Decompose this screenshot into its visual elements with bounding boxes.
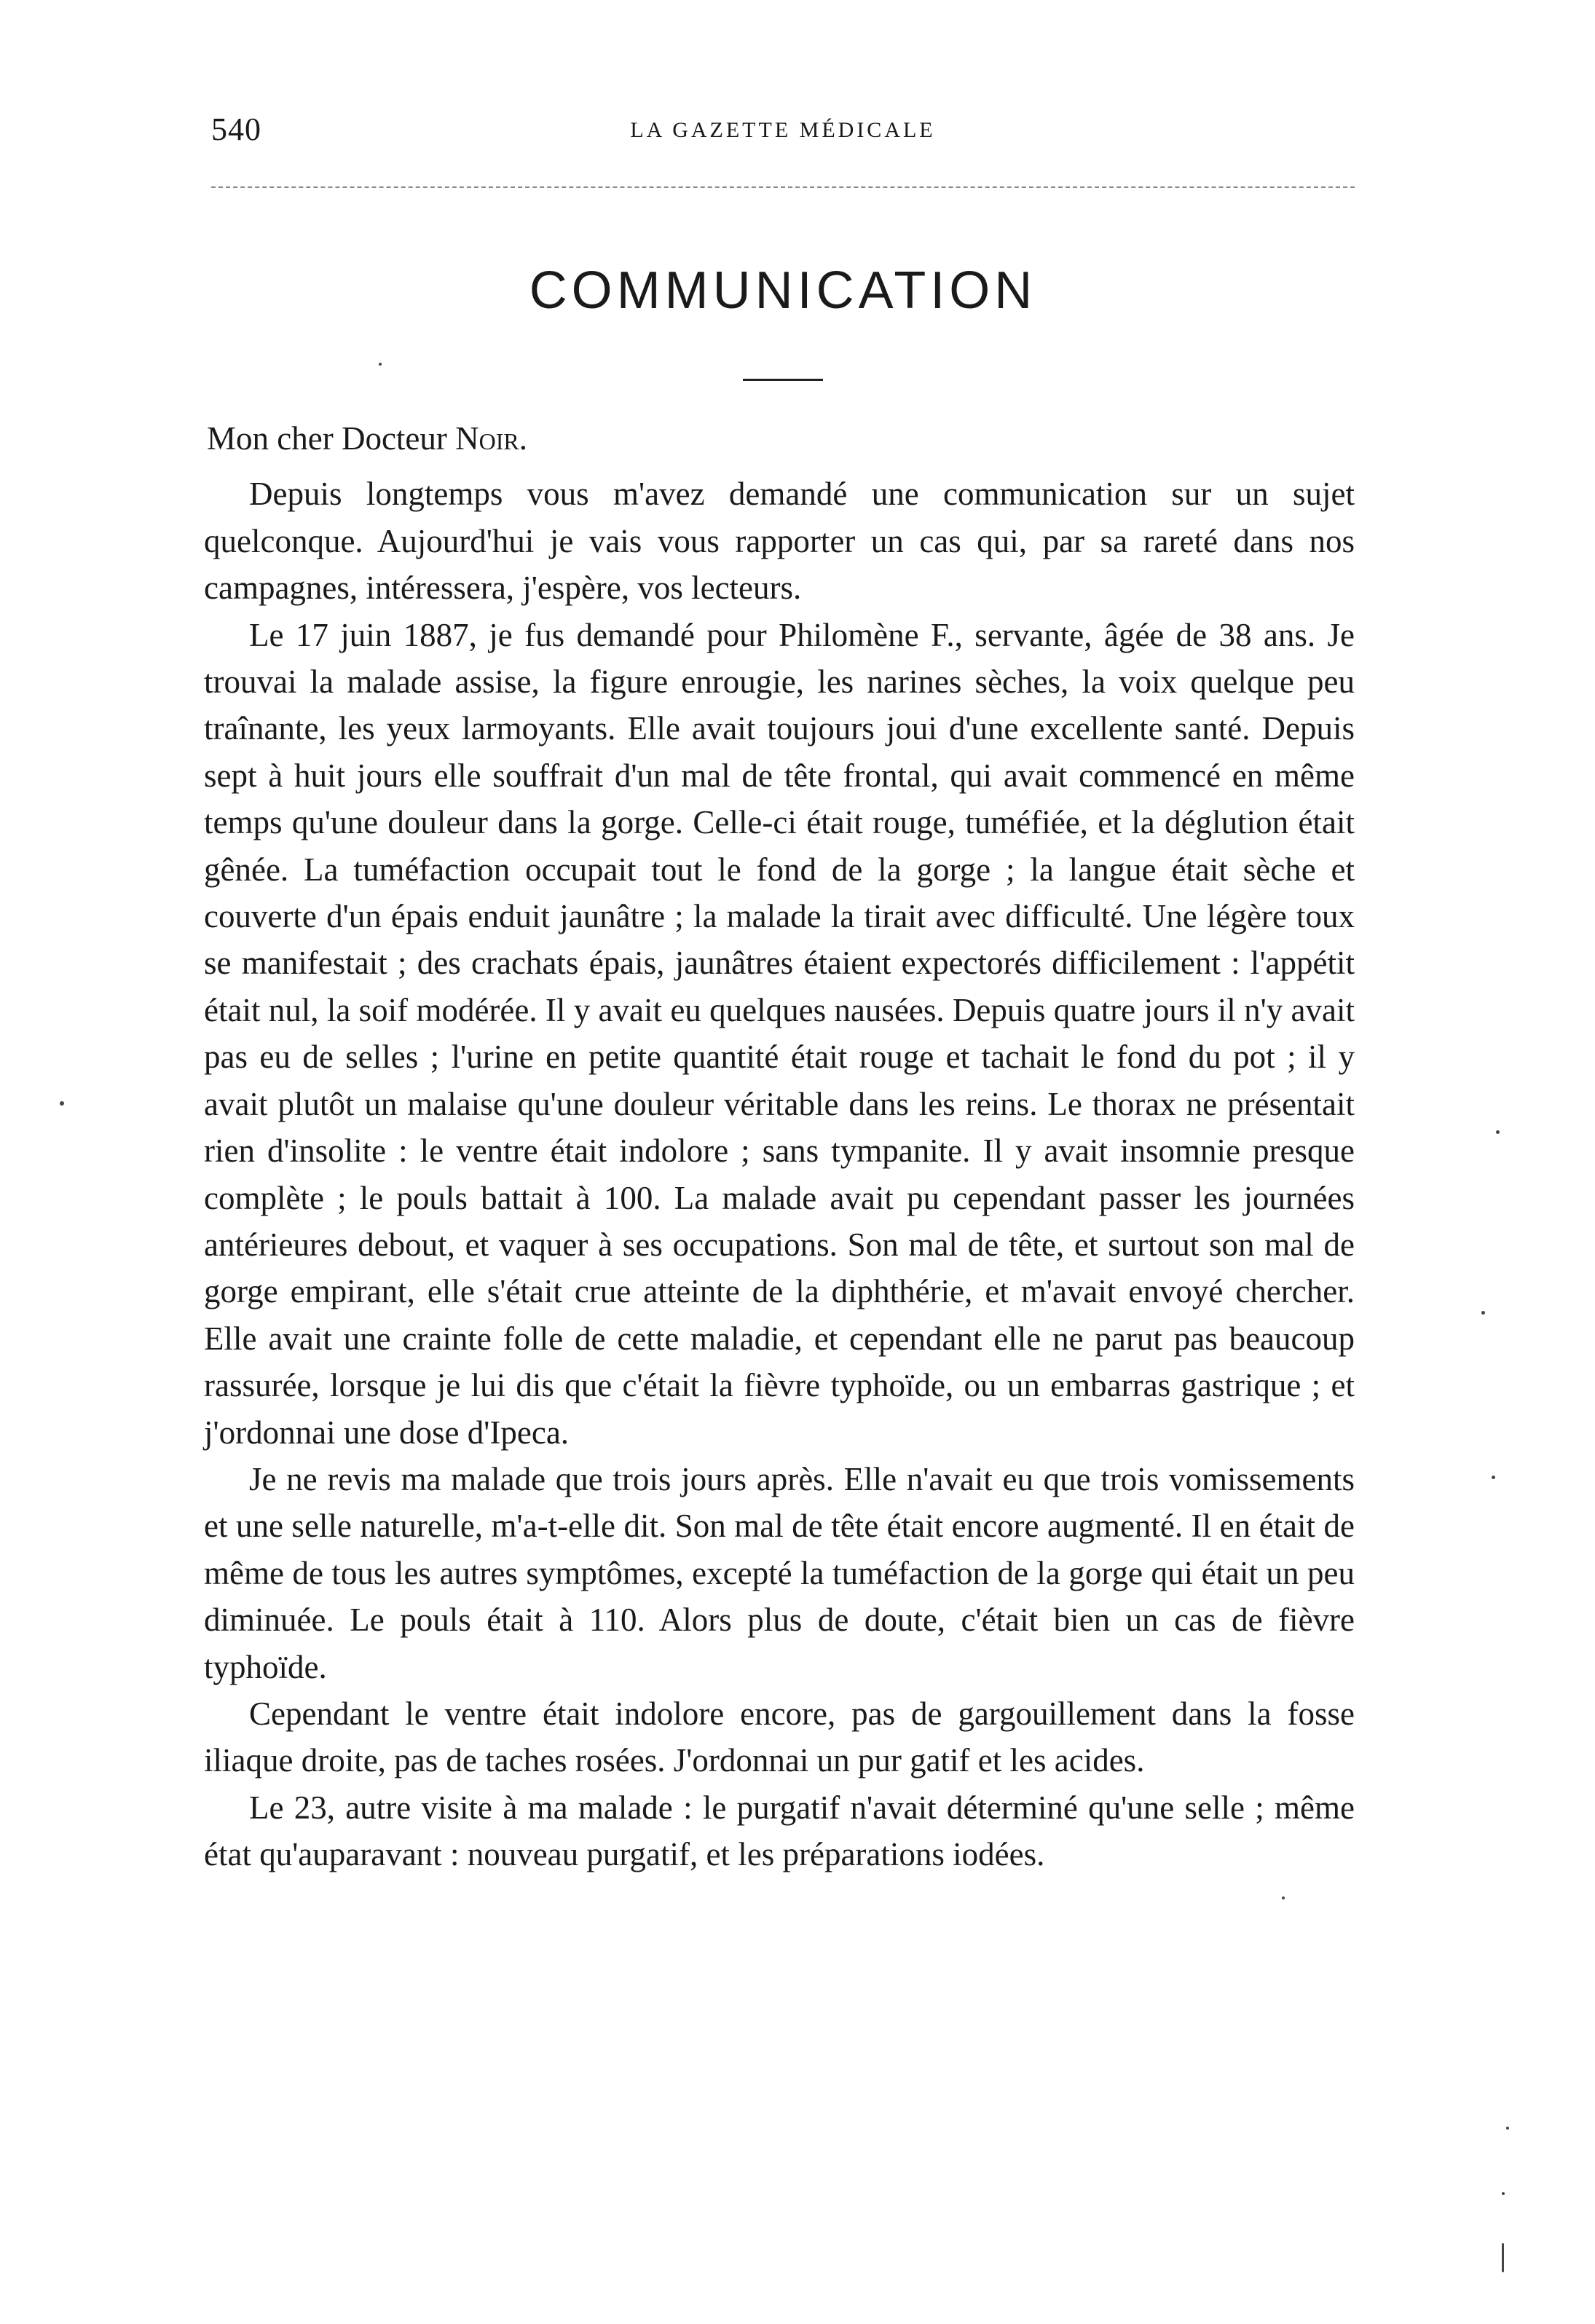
title-rule [743, 379, 823, 381]
header-rule [211, 186, 1355, 188]
salutation-name: Noir. [455, 420, 527, 457]
salutation-prefix: Mon cher Docteur [207, 420, 456, 457]
paragraph-2: Le 17 juin 1887, je fus demandé pour Philomène F., servante, âgée de 38 ans. Je trouvai la malade assise, la figure enrougie, les narines sèches, la voix quelque peu traînante, les yeux larmoyants. Elle avait toujours joui d'une excellente santé. Depuis sept à huit jours elle souffrait d'un mal de tête frontal, qui avait commencé en même temps qu'une douleur dans la gorge. Celle-ci était rouge, tuméfiée, et la déglution était gênée. La tuméfaction occupait tout le fond de la gorge ; la langue était sèche et couverte d'un épais enduit jaunâtre ; la malade la tirait avec difficulté. Une légère toux se manifestait ; des crachats épais, jaunâtres étaient expectorés difficilement : l'appétit était nul, la soif modérée. Il y avait eu quelques nausées. Depuis quatre jours il n'y avait pas eu de selles ; l'urine en petite quantité était rouge et tachait le fond du pot ; il y avait plutôt un malaise qu'une douleur véritable dans les reins. Le thorax ne présentait rien d'insolite : le ventre était indolore ; sans tympanite. Il y avait insomnie presque complète ; le pouls battait à 100. La malade avait pu cependant passer les journées antérieures debout, et vaquer à ses occupations. Son mal de tête, et surtout son mal de gorge empirant, elle s'était crue atteinte de la diphthérie, et m'avait envoyé chercher. Elle avait une crainte folle de cette maladie, et cependant elle ne parut pas beaucoup rassurée, lorsque je lui dis que c'était la fièvre typhoïde, ou un embarras gastrique ; et j'ordonnai une dose d'Ipeca. [204, 616, 1355, 1451]
paragraph-5: Le 23, autre visite à ma malade : le purgatif n'avait déterminé qu'une selle ; même état qu'auparavant : nouveau purgatif, et les préparations iodées. [204, 1789, 1355, 1873]
scan-speck [60, 1101, 64, 1106]
scan-speck [1481, 1311, 1485, 1315]
salutation [204, 415, 1355, 462]
article-title: COMMUNICATION [529, 261, 1037, 320]
scan-speck [1506, 2127, 1509, 2130]
page-number: 540 [211, 111, 261, 147]
scan-speck [1502, 2192, 1505, 2195]
page-header [211, 111, 1355, 154]
scan-speck [1496, 1130, 1500, 1134]
scan-speck [1282, 1896, 1285, 1899]
paragraph-4: Cependant le ventre était indolore encore, pas de gargouillement dans la fosse iliaque droite, pas de taches rosées. J'ordonnai un pur gatif et les acides. [204, 1695, 1355, 1779]
running-title: LA GAZETTE MÉDICALE [630, 118, 936, 142]
scan-speck [379, 363, 382, 366]
paragraph-3: Je ne revis ma malade que trois jours après. Elle n'avait eu que trois vomissements et une selle naturelle, m'a-t-elle dit. Son mal de tête était encore augmenté. Il en était de même de tous les autres symptômes, excepté la tuméfaction de la gorge qui était un peu diminuée. Le pouls était à 110. Alors plus de doute, c'était bien un cas de fièvre typhoïde. [204, 1460, 1355, 1685]
scan-speck [1502, 2243, 1504, 2272]
article-body [204, 415, 1355, 1878]
paragraph-1: Depuis longtemps vous m'avez demandé une communication sur un sujet quelconque. Aujourd'hui je vais vous rapporter un cas qui, par sa rareté dans nos campagnes, intéressera, j'espère, vos lecteurs. [204, 476, 1355, 607]
scan-speck [1492, 1476, 1495, 1479]
